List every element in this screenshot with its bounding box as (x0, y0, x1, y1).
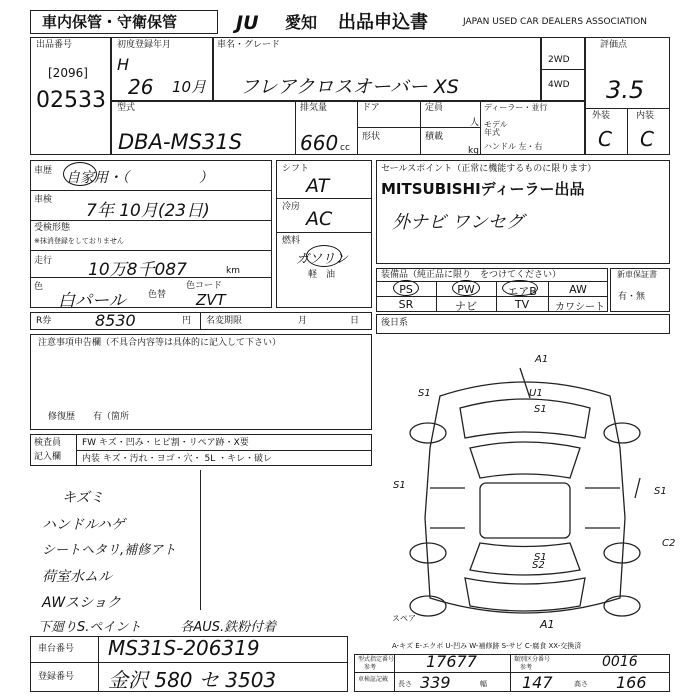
note-line-2: ハンドルハゲ (42, 517, 126, 533)
note-line-4: 荷室水ムル (42, 569, 112, 585)
history-circle (63, 162, 97, 186)
inspector-label: 検査員 (34, 438, 62, 448)
note-line-6: 下廻りS.ペイント 各AUS.鉄粉付着 (38, 620, 277, 635)
rating-label: 評価点 (600, 40, 628, 50)
shift-value: AT (306, 175, 330, 197)
model-grade-label: 車名・グレード (217, 40, 281, 50)
displacement-label: 排気量 (300, 103, 328, 113)
ps-circle (393, 280, 419, 296)
load-label: 積載 (425, 132, 444, 142)
mitsubishi-dealer: MITSUBISHIディーラー出品 (381, 180, 585, 198)
entry-label: 記入欄 (34, 452, 62, 462)
mark-c2: C2 (662, 538, 676, 549)
equipment-label: 装備品（純正品に限り をつけてください） (381, 270, 562, 280)
model-type-label: 型式 (117, 103, 136, 113)
displacement-value: 660 (300, 131, 339, 155)
inspection-value: 7年 10月(23日) (86, 201, 210, 221)
name-change-month: 月 (298, 316, 308, 326)
damage-diagram (380, 338, 670, 638)
mark-s1-d: S1 (654, 486, 667, 497)
association-name: JAPAN USED CAR DEALERS ASSOCIATION (463, 17, 647, 27)
cc-unit: cc (340, 143, 350, 153)
interior-row: 内装 キズ・汚れ・ヨゴ・穴・ 5L ・キレ・破レ (82, 454, 273, 464)
spare-label: スペア (392, 614, 416, 623)
back-seat-block (376, 314, 670, 334)
cert-label: 車検証記載 (358, 676, 389, 683)
fuel-light-label: 軽 油 (308, 270, 336, 280)
handle-label: ハンドル 左・右 (484, 142, 543, 151)
mark-s1-e: S1 (534, 552, 547, 563)
model-grade-value: フレアクロスオーバー XS (240, 76, 459, 98)
height-label: 高さ (574, 680, 588, 688)
cooling-value: AC (306, 208, 333, 230)
repair-label: 修復歴 有（箇所 (48, 412, 130, 422)
lot-bracket: [2096] (48, 66, 88, 80)
color-change-label: 色替 (148, 290, 167, 300)
shape-label: 形状 (362, 132, 381, 142)
era-value: H (117, 55, 130, 74)
mark-s1-c: S1 (393, 480, 406, 491)
year-value: 26 (128, 75, 154, 99)
designation-label: 型式指定番号 (358, 656, 395, 663)
mark-s2: S2 (532, 560, 545, 571)
pw-circle (452, 280, 480, 296)
mileage-value: 10万8千087 (88, 260, 187, 280)
category-label: 類別区分番号 (514, 656, 551, 663)
person-unit: 人 (470, 118, 480, 128)
km-unit: km (226, 266, 240, 276)
chassis-value: MS31S-206319 (108, 636, 260, 660)
rating-value: 3.5 (606, 76, 645, 104)
equip-leather: カワシート (555, 302, 605, 313)
history-value: 自家用・（ ） (66, 170, 213, 186)
color-label: 色 (34, 282, 44, 292)
r-ticket-label: R券 (36, 316, 52, 326)
exterior-grade: C (598, 127, 612, 151)
notes-label: 注意事項申告欄（不具合内容等は具体的に記入して下さい） (38, 338, 282, 348)
fw-row: FW キズ・凹み・ヒビ割・リペア跡・X要 (82, 438, 249, 448)
warranty-options: 有・無 (618, 292, 646, 302)
equip-tv: TV (514, 298, 530, 311)
month-value: 10月 (172, 78, 207, 96)
fuel-circle (306, 245, 342, 267)
reg-label: 登録番号 (38, 672, 75, 682)
r-ticket-row (30, 312, 372, 330)
mark-a1-front: A1 (535, 354, 549, 365)
new-warranty-label: 新車保証書 (617, 270, 657, 279)
r-ticket-value: 8530 (95, 311, 136, 330)
reg-value: 金沢 580 セ 3503 (108, 668, 277, 692)
cooling-label: 冷房 (282, 202, 301, 212)
capacity-label: 定員 (425, 103, 444, 113)
mileage-label: 走行 (34, 256, 53, 266)
mark-a1-rear: A1 (540, 618, 555, 631)
interior-grade: C (640, 127, 654, 151)
door-label: ドア (362, 103, 380, 113)
equip-ps: PS (399, 283, 413, 296)
equip-pw: PW (457, 283, 475, 296)
inspection-label: 車検 (34, 195, 53, 205)
note-line-3: シートヘタリ,補修アト (42, 543, 177, 558)
height-value: 166 (616, 673, 647, 692)
receive-note: ※抹消登録をしておりません (34, 237, 124, 245)
mark-s1-b: S1 (418, 388, 431, 399)
name-change-label: 名変期限 (206, 316, 243, 326)
fuel-value: ガソリン (296, 252, 349, 267)
mark-s1-a: S1 (534, 404, 547, 415)
equip-aw: AW (569, 283, 587, 296)
width-label: 幅 (480, 680, 487, 688)
equip-airbag: エアB (507, 285, 537, 298)
storage-text: 車内保管・守衛保管 (42, 13, 178, 31)
brand-name: 愛知 (285, 13, 318, 32)
airbag-circle (502, 280, 538, 296)
form-title: 出品申込書 (338, 12, 428, 33)
first-reg-label: 初度登録年月 (117, 40, 172, 50)
equip-sr: SR (398, 298, 414, 311)
diagram-legend: A-キズ E-エクボ U-凹み W-補修跡 S-サビ C-腐食 XX-交換済 (392, 642, 582, 650)
lot-no-label: 出品番号 (36, 40, 73, 50)
dealer-label: ディーラー・並行 (484, 103, 548, 112)
length-label: 長さ (398, 680, 412, 688)
name-change-day: 日 (350, 316, 360, 326)
sales-point-label: セールスポイント（正常に機能するものに限ります） (381, 164, 597, 174)
ju-logo: JU (236, 12, 259, 34)
designation-value: 17677 (426, 652, 477, 671)
history-label: 車歴 (34, 166, 53, 176)
exterior-label: 外装 (592, 111, 611, 121)
lot-no-value: 02533 (36, 88, 106, 113)
equip-navi: ナビ (455, 300, 477, 313)
4wd-label: 4WD (548, 80, 570, 90)
fuel-label: 燃料 (282, 236, 301, 246)
mark-u1: U1 (529, 388, 543, 399)
yen-unit: 円 (182, 316, 192, 326)
model-type-value: DBA-MS31S (118, 130, 243, 154)
kg-unit: kg (468, 146, 479, 156)
chassis-label: 車台番号 (38, 644, 75, 654)
width-value: 147 (522, 673, 553, 692)
ref2-label: 参考 (520, 664, 533, 671)
ref-label: 参考 (364, 664, 377, 671)
receive-form-label: 受検形態 (34, 223, 71, 233)
color-code-value: ZVT (196, 291, 226, 309)
color-code-label: 色コード (186, 281, 223, 291)
interior-label: 内装 (636, 111, 655, 121)
category-value: 0016 (602, 654, 638, 670)
model-year-label: モデル年式 (484, 120, 508, 137)
color-value: 白パール (58, 291, 126, 311)
2wd-label: 2WD (548, 55, 570, 65)
back-seat-label: 後日系 (381, 318, 409, 328)
note-line-1: キズミ (62, 490, 104, 506)
note-line-5: AWスショク (42, 595, 121, 611)
sales-point-handwritten: 外ナビ ワンセグ (392, 212, 524, 233)
length-value: 339 (420, 673, 451, 692)
shift-label: シフト (282, 164, 310, 174)
